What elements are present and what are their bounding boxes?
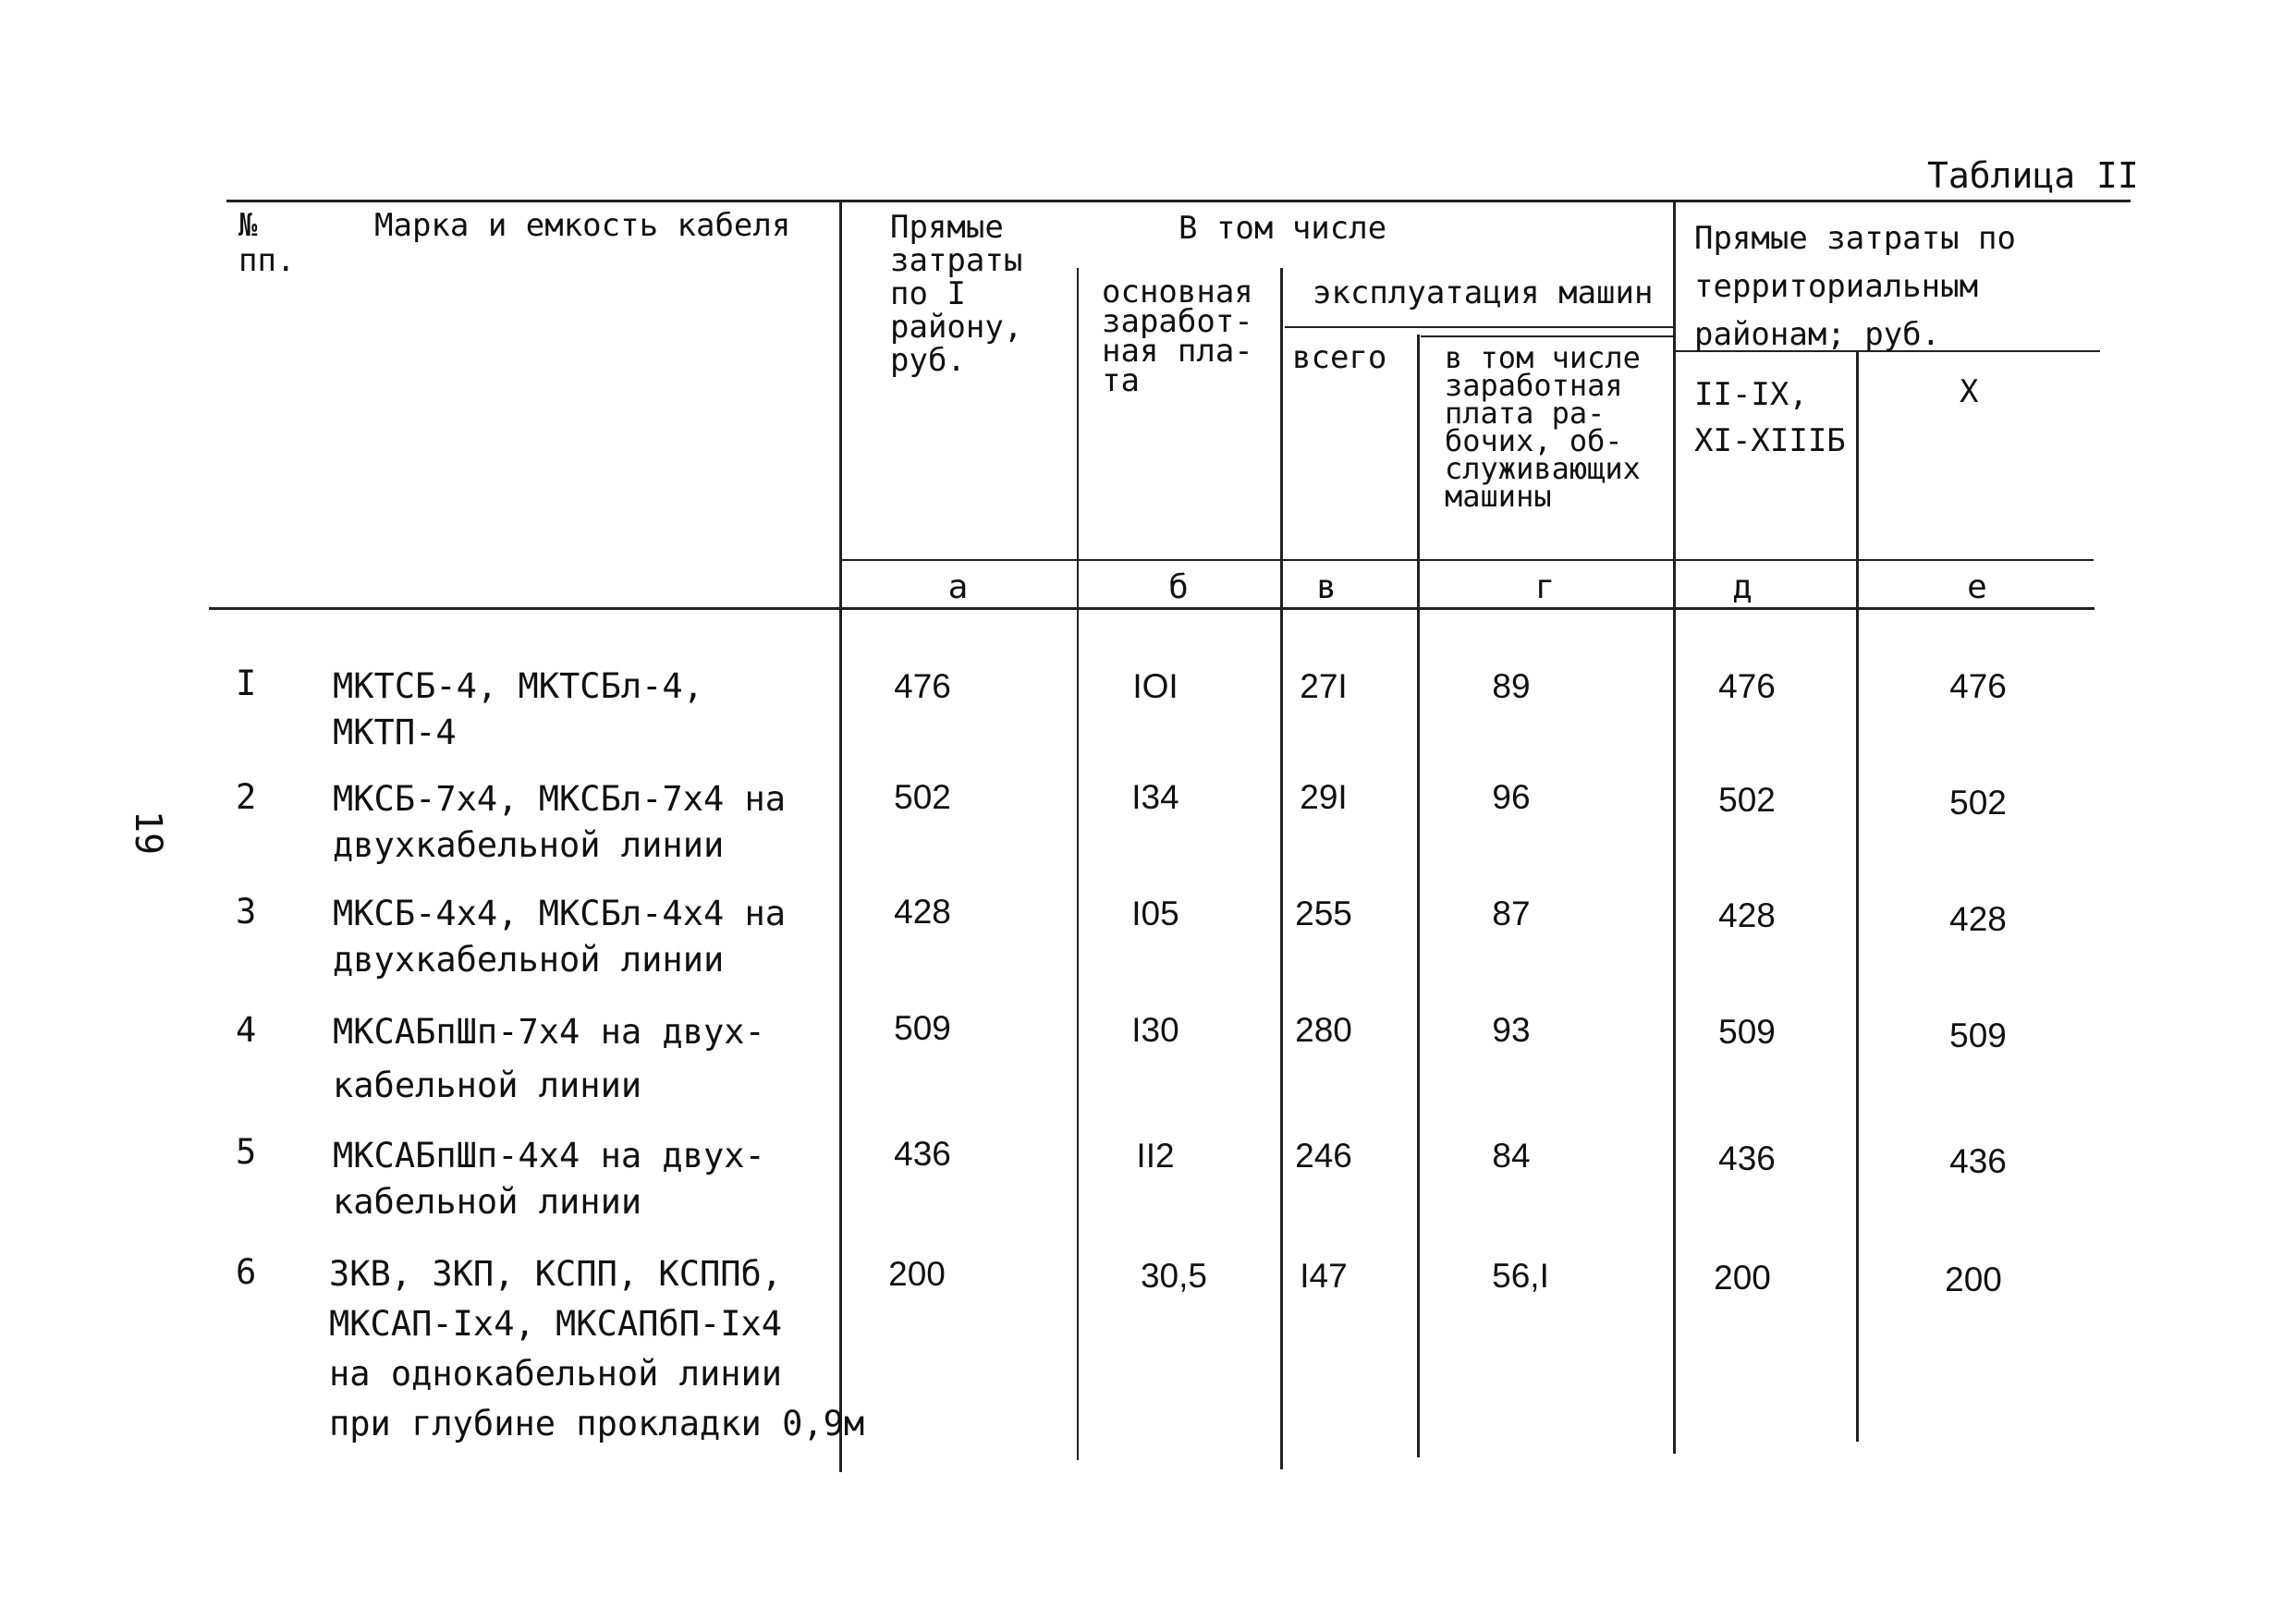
cable-name-line: МКТСБ-4, МКТСБл-4,	[333, 666, 703, 706]
cable-name-line: двухкабельной линии	[333, 825, 725, 865]
column-letter: б	[1168, 568, 1189, 606]
col-divider-5	[1673, 201, 1676, 1454]
cell-g: 56,I	[1492, 1257, 1549, 1295]
column-letter: д	[1732, 568, 1753, 606]
cell-g: 93	[1492, 1011, 1531, 1049]
column-letter: е	[1967, 568, 1987, 606]
header-including: В том числе	[1179, 210, 1387, 247]
cable-name-line: двухкабельной линии	[333, 940, 725, 980]
cable-name	[329, 1249, 864, 1449]
cable-name	[333, 1133, 765, 1225]
including-rule	[1285, 326, 1673, 328]
header-line: Прямые	[890, 209, 1004, 246]
cell-g: 84	[1492, 1137, 1531, 1175]
cell-e: 200	[1945, 1261, 2002, 1298]
row-number: 6	[236, 1252, 257, 1292]
cell-e: 476	[1949, 667, 2007, 705]
cell-b: 30,5	[1140, 1257, 1207, 1295]
column-letter: г	[1534, 568, 1556, 606]
cell-v: 27I	[1300, 667, 1348, 705]
cell-e: 509	[1949, 1017, 2007, 1054]
col-divider-4	[1417, 335, 1420, 1457]
header-basic-wage	[1102, 274, 1253, 399]
header-line: плата ра-	[1445, 396, 1606, 431]
header-no-line: пп.	[238, 242, 296, 279]
header-line: руб.	[890, 342, 966, 379]
cable-name-line: МКСАБпШп-7х4 на двух-	[333, 1012, 765, 1052]
header-line: затраты	[890, 242, 1023, 279]
cell-b: IOI	[1132, 667, 1179, 705]
cell-d: 509	[1718, 1013, 1776, 1051]
cable-name-line: ЗКВ, ЗКП, КСПП, КСППб,	[329, 1254, 783, 1294]
cell-a: 436	[894, 1135, 951, 1173]
cable-name	[333, 891, 786, 983]
cable-name	[333, 664, 703, 756]
cell-a: 502	[894, 778, 951, 816]
header-territorial	[1694, 214, 2016, 359]
col-divider-2	[1077, 268, 1079, 1460]
header-line: II-IX,	[1694, 376, 1808, 413]
top-rule	[226, 200, 2131, 202]
header-machine-operation: эксплуатация машин	[1313, 274, 1654, 311]
page-number: 19	[127, 810, 170, 856]
cable-name-line: МКСБ-7х4, МКСБл-7х4 на	[333, 779, 787, 819]
cable-name-line: кабельной линии	[333, 1182, 642, 1222]
col-divider-3	[1280, 268, 1283, 1469]
header-line: ная пла-	[1102, 333, 1253, 370]
row-number: I	[236, 664, 257, 703]
header-line: району,	[890, 309, 1023, 346]
col-divider-6	[1856, 351, 1859, 1442]
column-letter: в	[1316, 568, 1337, 606]
cell-b: I34	[1131, 778, 1179, 816]
header-regions-1	[1694, 372, 1846, 464]
cell-v: 255	[1295, 895, 1352, 932]
cable-name-line: кабельной линии	[333, 1066, 642, 1105]
header-line: заработная	[1445, 368, 1623, 403]
cell-d: 436	[1718, 1139, 1776, 1177]
letters-top-rule	[841, 559, 2094, 561]
header-line: основная	[1102, 274, 1253, 311]
letters-bottom-rule	[209, 607, 2094, 610]
row-number: 3	[236, 892, 257, 932]
cell-e: 436	[1949, 1142, 2007, 1180]
row-number: 2	[236, 777, 257, 817]
header-line: бочих, об-	[1445, 423, 1623, 458]
cell-a: 200	[888, 1255, 946, 1293]
header-cable-name: Марка и емкость кабеля	[374, 207, 791, 244]
header-machine-wage	[1445, 340, 1641, 514]
cell-a: 509	[894, 1009, 951, 1047]
header-regions-2: X	[1960, 373, 1979, 410]
header-line: по I	[890, 275, 966, 312]
cell-b: II2	[1136, 1137, 1175, 1175]
cell-b: I30	[1131, 1011, 1179, 1049]
cell-e: 502	[1949, 784, 2007, 822]
machines-rule	[1421, 335, 1675, 337]
cell-d: 200	[1714, 1259, 1771, 1297]
header-no	[238, 208, 295, 278]
cell-a: 476	[894, 667, 951, 705]
header-line: районам; руб.	[1694, 316, 1941, 353]
header-line: Прямые затраты по	[1694, 220, 2016, 257]
cell-a: 428	[894, 893, 951, 931]
header-line: та	[1102, 362, 1140, 399]
cell-g: 96	[1492, 778, 1531, 816]
header-line: территориальным	[1694, 268, 1979, 305]
header-line: служивающих	[1445, 451, 1641, 486]
cell-v: I47	[1300, 1257, 1348, 1295]
header-line: в том числе	[1445, 340, 1641, 375]
cable-name-line: МКТП-4	[333, 713, 457, 752]
table-title: Таблица II	[1927, 155, 2139, 196]
cell-d: 476	[1718, 667, 1776, 705]
header-total: всего	[1292, 339, 1387, 376]
header-direct-costs	[890, 211, 1022, 377]
column-letter: а	[947, 568, 969, 606]
cell-d: 428	[1718, 896, 1776, 934]
cell-v: 29I	[1300, 778, 1348, 816]
header-line: XI-XIIIБ	[1694, 422, 1846, 459]
header-line: заработ-	[1102, 303, 1253, 340]
header-line: машины	[1445, 479, 1552, 514]
cable-name-line: на однокабельной линии	[329, 1354, 783, 1394]
cell-d: 502	[1718, 781, 1776, 819]
cell-g: 87	[1492, 895, 1531, 932]
cable-name	[333, 1005, 765, 1113]
cell-v: 280	[1295, 1011, 1352, 1049]
row-number: 4	[236, 1010, 257, 1050]
cable-name-line: МКСАБпШп-4х4 на двух-	[333, 1136, 765, 1175]
cable-name	[333, 776, 786, 869]
cell-b: I05	[1131, 895, 1179, 932]
cable-name-line: при глубине прокладки 0,9м	[329, 1404, 865, 1443]
cable-name-line: МКСБ-4х4, МКСБл-4х4 на	[333, 894, 787, 933]
cell-e: 428	[1949, 900, 2007, 938]
cell-v: 246	[1295, 1137, 1352, 1175]
header-no-line: №	[238, 207, 258, 244]
cable-name-line: МКСАП-Iх4, МКСАПбП-Iх4	[329, 1304, 783, 1344]
cell-g: 89	[1492, 667, 1531, 705]
row-number: 5	[236, 1132, 257, 1172]
